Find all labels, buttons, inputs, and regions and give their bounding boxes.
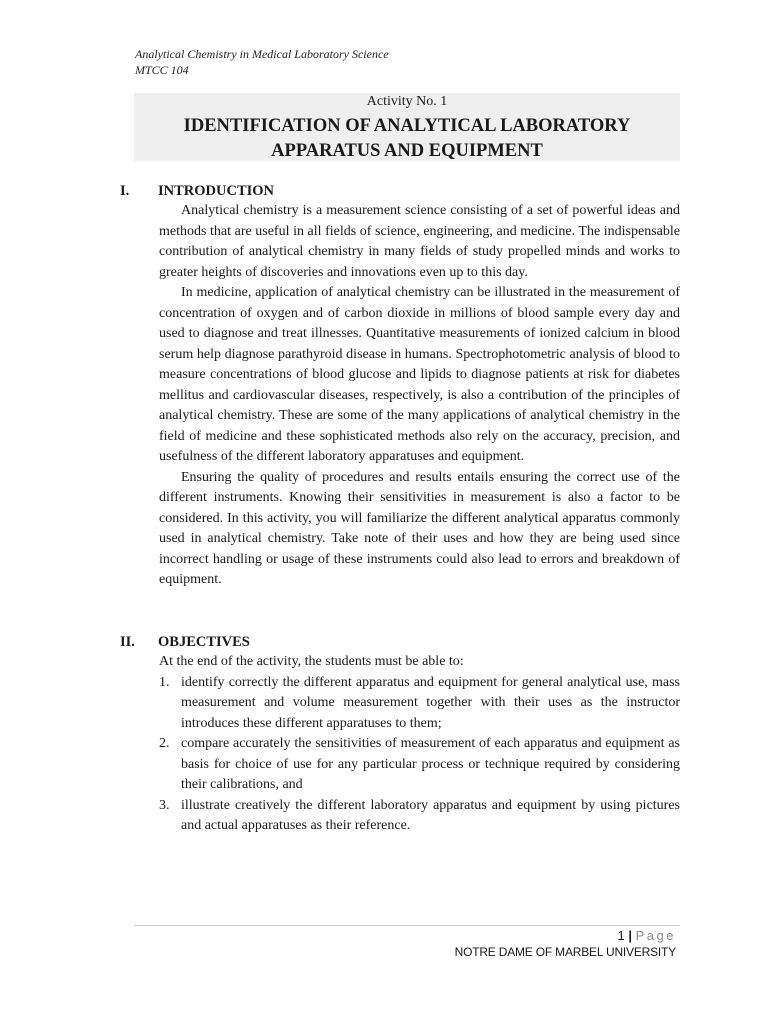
institution-name: NOTRE DAME OF MARBEL UNIVERSITY <box>454 945 676 959</box>
objectives-intro: At the end of the activity, the students must be able to: <box>159 654 464 669</box>
document-header <box>135 46 389 78</box>
page-number-value: 1 <box>617 928 625 943</box>
list-item-text: compare accurately the sensitivities of measurement of each apparatus and equipment as basis for choice of use for any particular process or technique required by considering their calibrations, and <box>181 736 680 792</box>
title-box <box>134 93 680 161</box>
footer-divider <box>134 925 680 926</box>
page-number <box>618 928 677 943</box>
introduction-section <box>120 181 680 591</box>
paragraph: Analytical chemistry is a measurement science consisting of a set of powerful ideas and methods that are useful in all fields of science, engineering, and medicine. The indispensable contribution of analytical chemistry in many fields of study propelled minds and works to greater heights of discoveries and innovations even up to this day. <box>159 203 680 280</box>
introduction-body <box>159 201 680 591</box>
list-item-number: 1. <box>159 674 170 690</box>
section-number: II. <box>120 634 135 650</box>
list-item-number: 3. <box>159 797 170 813</box>
paragraph: In medicine, application of analytical chemistry can be illustrated in the measurement of concentration of oxygen and of carbon dioxide in millions of blood sample every day and used to diagnose and treat illnesses. Quantitative measurements of ionized calcium in blood serum help diagnose parathyroid disease in humans. Spectrophotometric analysis of blood to measure concentrations of blood glucose and lipids to diagnose patients at risk for diabetes mellitus and cardiovascular diseases, respectively, is also a contribution of the principles of analytical chemistry. These are some of the many applications of analytical chemistry in the field of medicine and these sophisticated methods also rely on the accuracy, precision, and usefulness of the different laboratory apparatuses and equipment. <box>159 285 680 464</box>
page-separator: | <box>628 928 632 943</box>
title-line-2: APPARATUS AND EQUIPMENT <box>271 141 543 161</box>
title-line-1: IDENTIFICATION OF ANALYTICAL LABORATORY <box>183 116 631 136</box>
list-item-text: illustrate creatively the different laboratory apparatus and equipment by using pictures and actual apparatuses as their reference. <box>181 797 680 833</box>
course-code: MTCC 104 <box>135 63 189 77</box>
introduction-heading <box>120 181 680 201</box>
paragraph: Ensuring the quality of procedures and results entails ensuring the correct use of the different instruments. Knowing their sensitivities in measurement is also a factor to be considered. In this activity, you will familiarize the different analytical apparatus commonly used in analytical chemistry. Take note of their uses and how they are being used since incorrect handling or usage of these instruments could also lead to errors and breakdown of equipment. <box>159 469 680 587</box>
page-label: Page <box>635 928 676 943</box>
list-item-number: 2. <box>159 736 170 751</box>
objectives-heading <box>120 632 680 652</box>
list-item-text: identify correctly the different apparatus and equipment for general analytical use, mass measurement and volume measurement together with their uses as the instructor introduces these different apparatuses to them; <box>181 674 680 731</box>
activity-number: Activity No. 1 <box>366 94 448 109</box>
list-item <box>159 734 680 796</box>
course-title: Analytical Chemistry in Medical Laboratory Science <box>135 47 389 61</box>
list-item <box>159 796 680 837</box>
list-item <box>159 673 680 735</box>
objectives-list <box>159 673 680 837</box>
section-number: I. <box>120 183 130 199</box>
objectives-section <box>120 632 680 837</box>
section-title: INTRODUCTION <box>158 183 275 199</box>
page-title <box>134 114 680 164</box>
section-title: OBJECTIVES <box>158 634 250 650</box>
